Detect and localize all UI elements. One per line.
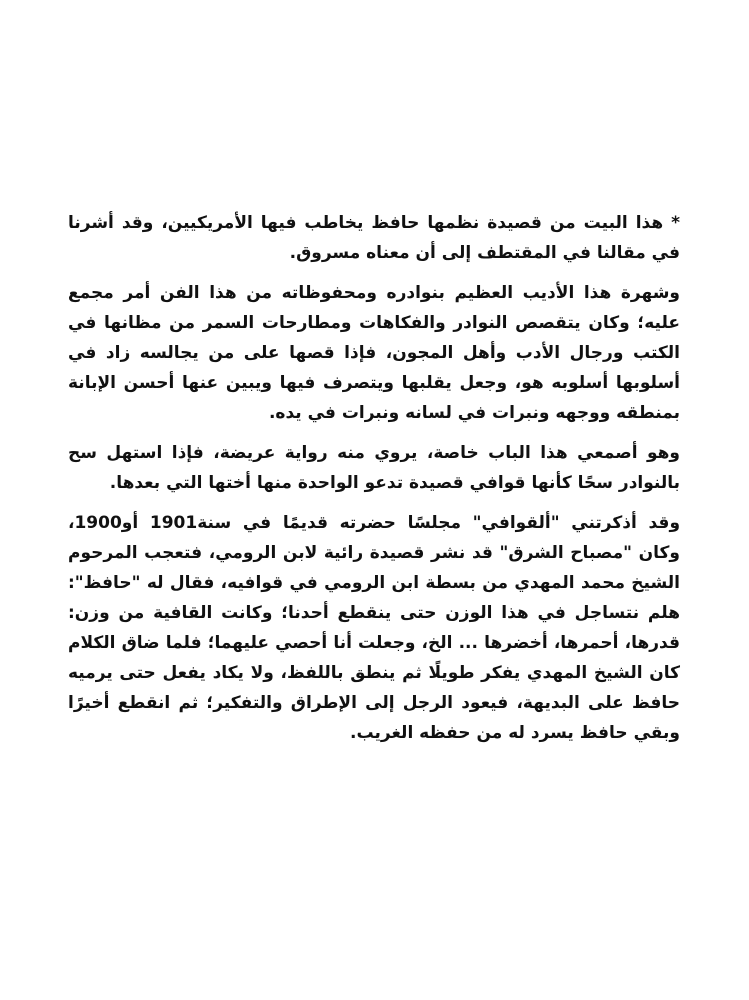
body-paragraph-rhymes: وقد أذكرتني "ألقوافي" مجلسًا حضرته قديمًا في سنة1901 أو1900، وكان "مصباح الشرق" قد نشر قصيدة رائية لابن الرومي، فتعجب المرحوم الشيخ محمد المهدي من بسطة ابن الرومي في قوافيه، فقال له "حافظ": هلم نتساجل في هذا الوزن حتى ينقطع أحدنا؛ وكانت القافية من وزن: قدرها، أحمرها، أخضرها ... الخ، وجعلت أنا أحصي عليهما؛ فلما ضاق الكلام كان الشيخ المهدي يفكر طويلًا ثم ينطق باللفظ، ولا يكاد يفعل حتى يرميه حافظ على البديهة، فيعود الرجل إلى الإطراق والتفكير؛ ثم انقطع أخيرًا وبقي حافظ يسرد له من حفظه الغريب. <box>68 513 681 743</box>
document-page <box>68 208 680 758</box>
footnote-paragraph: * هذا البيت من قصيدة نظمها حافظ يخاطب فيها الأمريكيين، وقد أشرنا في مقالنا في المقتطف إلى أن معناه مسروق. <box>68 213 680 263</box>
body-paragraph-asmai: وهو أصمعي هذا الباب خاصة، يروي منه رواية عريضة، فإذا استهل سح بالنوادر سحًا كأنها قوافي قصيدة تدعو الواحدة منها أختها التي بعدها. <box>68 443 680 493</box>
body-paragraph-fame: وشهرة هذا الأديب العظيم بنوادره ومحفوظاته من هذا الفن أمر مجمع عليه؛ وكان يتقصص النوادر والفكاهات ومطارحات السمر من مظانها في الكتب ورجال الأدب وأهل المجون، فإذا قصها على من يجالسه زاد في أسلوبها أسلوبه هو، وجعل يقلبها ويتصرف فيها ويبين عنها أحسن الإبانة بمنطقه ووجهه ونبرات في لسانه ونبرات في يده. <box>68 283 680 423</box>
